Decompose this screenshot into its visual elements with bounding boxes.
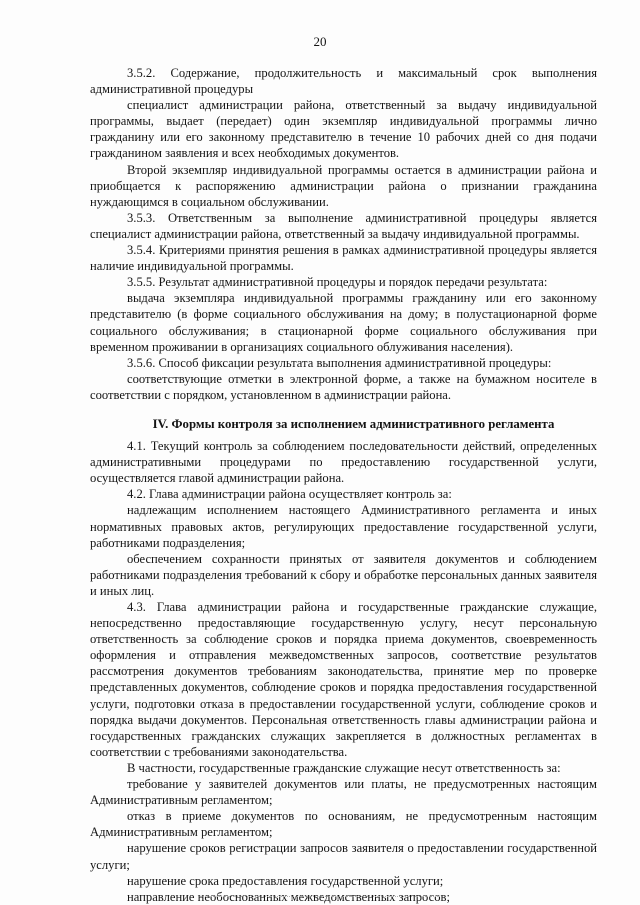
paragraph: Второй экземпляр индивидуальной программы остается в администрации района и приобщается к распоряжению администрации района о признании гражданина нуждающимся в социальном обслуживании. (90, 162, 597, 209)
section-heading: IV. Формы контроля за исполнением административного регламента (152, 416, 555, 431)
scan-artifact (200, 896, 440, 899)
paragraph: нарушение срока предоставления государственной услуги; (127, 873, 444, 888)
paragraph: специалист администрации района, ответственный за выдачу индивидуальной программы, выдает (передает) один экземпляр индивидуальной программы лично гражданину или его законному представителю в течение 10 рабочих дней со дня подачи гражданином заявления и всех необходимых документов. (90, 98, 597, 161)
paragraph: 4.3. Глава администрации района и государственные гражданские служащие, непосредственно предоставляющие государственную услугу, несут персональную ответственность за соблюдение сроков и порядка приема документов, своевременность оформления и отправления межведомственных запросов, соответствие результатов рассмотрения документов требованиям законодательства, принятие мер по проверке представленных документов, соблюдение сроков и порядка предоставления государственной услуги, подготовки отказа в предоставлении государственной услуги, соблюдение сроков и порядка выдачи документов. Персональная ответственность главы администрации района и государственных гражданских служащих закрепляется в должностных регламентах в соответствии с требованиями законодательства. (90, 600, 597, 759)
paragraph: соответствующие отметки в электронной форме, а также на бумажном носителе в соответствии с порядком, установленном в администрации района. (90, 371, 597, 402)
paragraph: направление необоснованных межведомственных запросов; (127, 889, 450, 904)
paragraph: 3.5.3. Ответственным за выполнение административной процедуры является специалист администрации района, ответственный за выдачу индивидуальной программы. (90, 210, 597, 241)
paragraph: 3.5.2. Содержание, продолжительность и максимальный срок выполнения административной процедуры (90, 66, 597, 97)
paragraph: отказ в приеме документов по основаниям, не предусмотренным настоящим Административным регламентом; (90, 809, 597, 840)
document-body (90, 65, 597, 905)
paragraph: надлежащим исполнением настоящего Административного регламента и иных нормативных правовых актов, регулирующих предоставление государственной услуги, работниками подразделения; (90, 503, 597, 550)
paragraph: обеспечением сохранности принятых от заявителя документов и соблюдением работниками подразделения требований к сбору и обработке персональных данных заявителя и иных лиц. (90, 551, 597, 598)
page-number: 20 (313, 34, 327, 49)
paragraph: 4.2. Глава администрации района осуществляет контроль за: (127, 487, 452, 502)
paragraph: нарушение сроков регистрации запросов заявителя о предоставлении государственной услуги; (90, 841, 597, 872)
paragraph: 3.5.4. Критериями принятия решения в рамках административной процедуры является наличие индивидуальной программы. (90, 243, 597, 274)
paragraph: выдача экземпляра индивидуальной программы гражданину или его законному представителю (в форме социального обслуживания на дому; в полустационарной форме социального обслуживания; в стационарной форме социального обслуживания при временном проживании в организациях социального облуживания населения). (90, 291, 597, 354)
paragraph: 3.5.5. Результат административной процедуры и порядок передачи результата: (127, 275, 548, 290)
paragraph: В частности, государственные гражданские служащие несут ответственность за: (127, 760, 561, 775)
paragraph: требование у заявителей документов или платы, не предусмотренных настоящим Административным регламентом; (90, 777, 597, 808)
paragraph: 4.1. Текущий контроль за соблюдением последовательности действий, определенных административными процедурами по предоставлению государственной услуги, осуществляется главой администрации района. (90, 439, 597, 486)
paragraph: 3.5.6. Способ фиксации результата выполнения административной процедуры: (127, 355, 552, 370)
